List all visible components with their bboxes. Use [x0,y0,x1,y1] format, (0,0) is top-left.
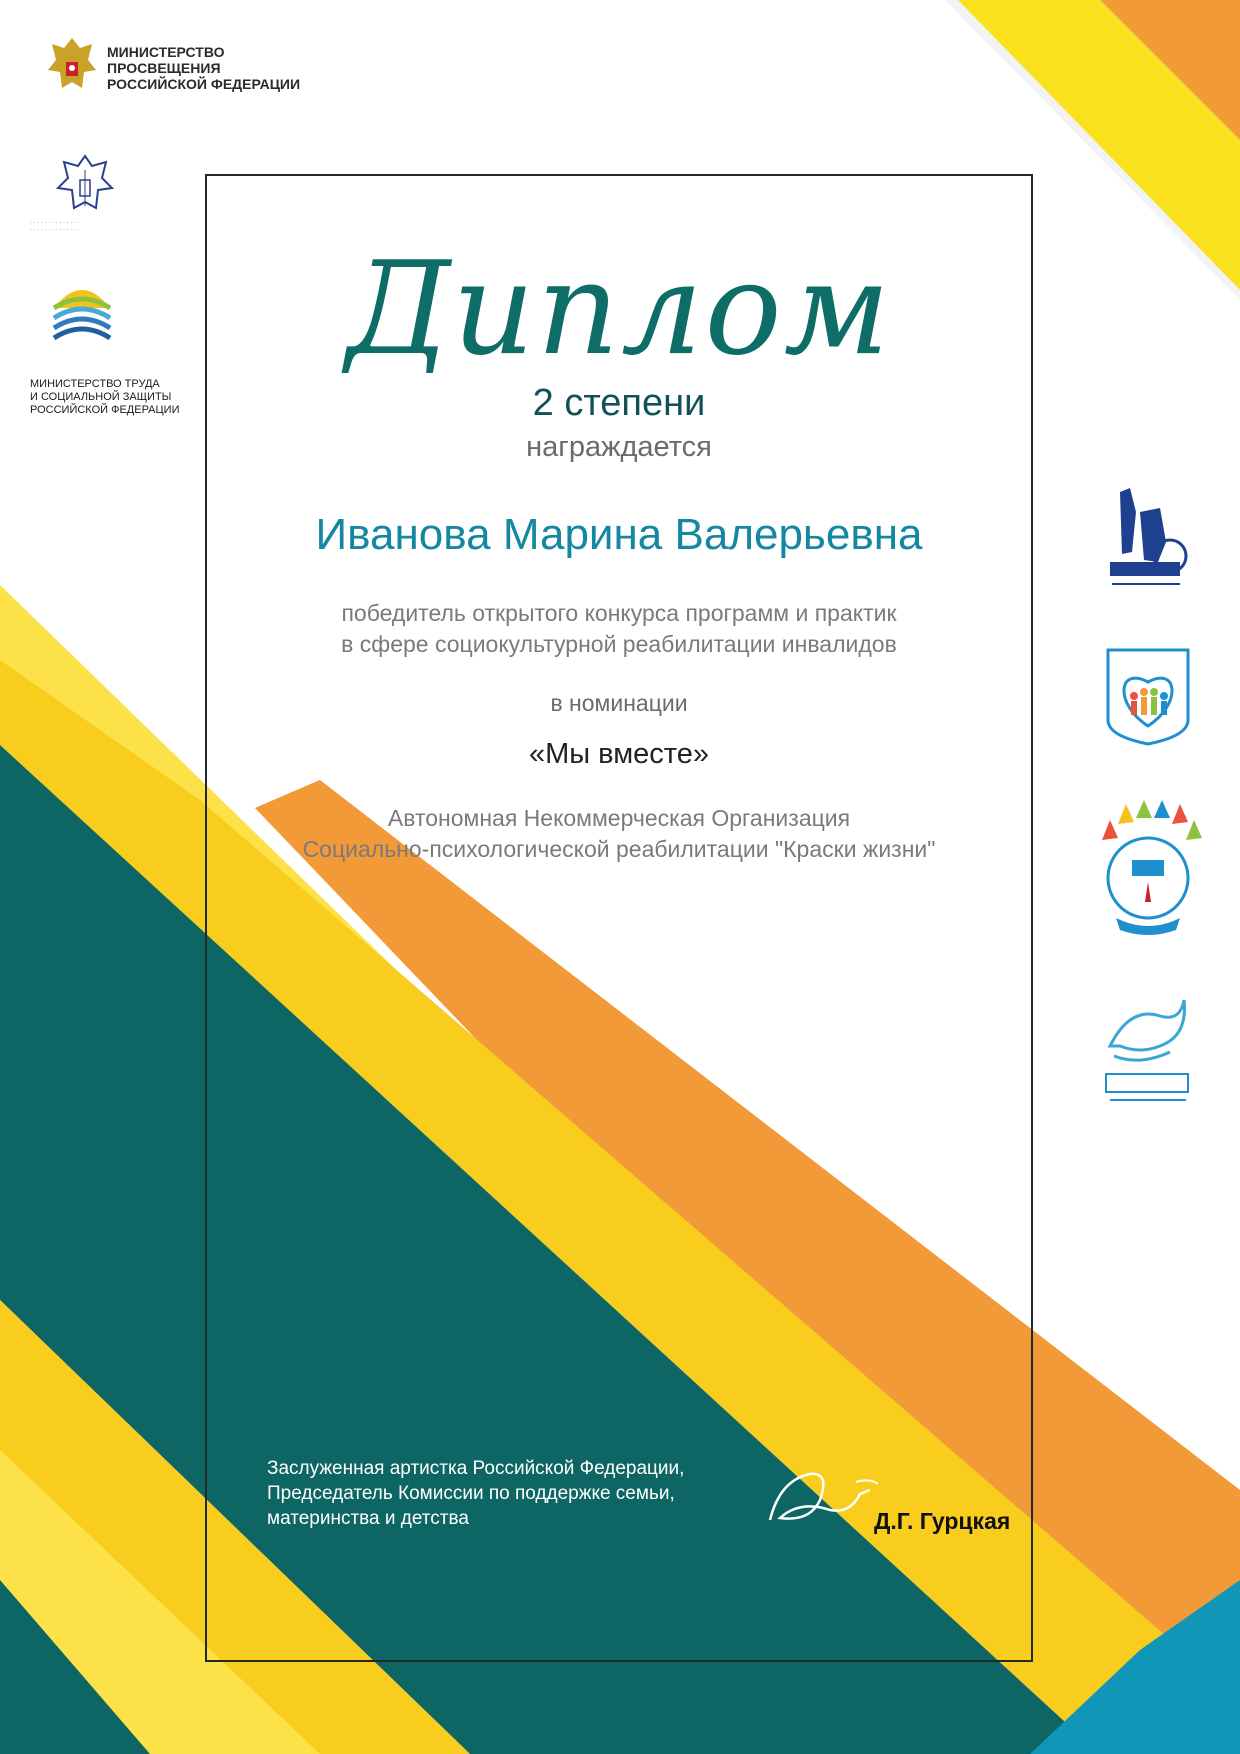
recipient-name: Иванова Марина Валерьевна [315,510,923,559]
ministry-education-label: МИНИСТЕРСТВО ПРОСВЕЩЕНИЯ РОССИЙСКОЙ ФЕДЕРАЦИИ [107,44,301,92]
award-description [205,598,1033,660]
diploma-title: Диплом [346,235,892,384]
organization-name [205,803,1033,865]
eagle-emblem-icon [50,150,120,220]
awarded-label: награждается [526,431,712,463]
organization-line: Автономная Некоммерческая Организация [387,805,851,831]
monument-logo-icon [1100,482,1194,594]
description-line: победитель открытого конкурса программ и практик [341,600,897,626]
ministry-labour-label: МИНИСТЕРСТВО ТРУДА И СОЦИАЛЬНОЙ ЗАЩИТЫ РОССИЙСКОЙ ФЕДЕРАЦИИ [30,378,180,416]
dove-logo-icon [1100,996,1194,1116]
coat-of-arms-icon [42,34,102,98]
signatory-name: Д.Г. Гурцкая [874,1508,1011,1534]
handwritten-signature [760,1460,890,1530]
description-line: в сфере социокультурной реабилитации инвалидов [341,631,897,657]
culture-ministry-small-text: · · · · · · · · · · · · · · · · · · · · · · · · · · · · [30,220,80,233]
diploma-degree: 2 степени [532,382,706,424]
hands-circle-logo-icon [1092,800,1204,940]
nomination-label: в номинации [550,690,688,716]
heart-family-logo-icon [1104,646,1192,746]
organization-line: Социально-психологической реабилитации "Краски жизни" [302,836,936,862]
nomination-title: «Мы вместе» [528,738,710,770]
signatory-title: Заслуженная артистка Российской Федерации, Председатель Комиссии по поддержке семьи, материнства и детства [267,1458,685,1529]
ministry-labour-logo-icon [50,278,114,342]
